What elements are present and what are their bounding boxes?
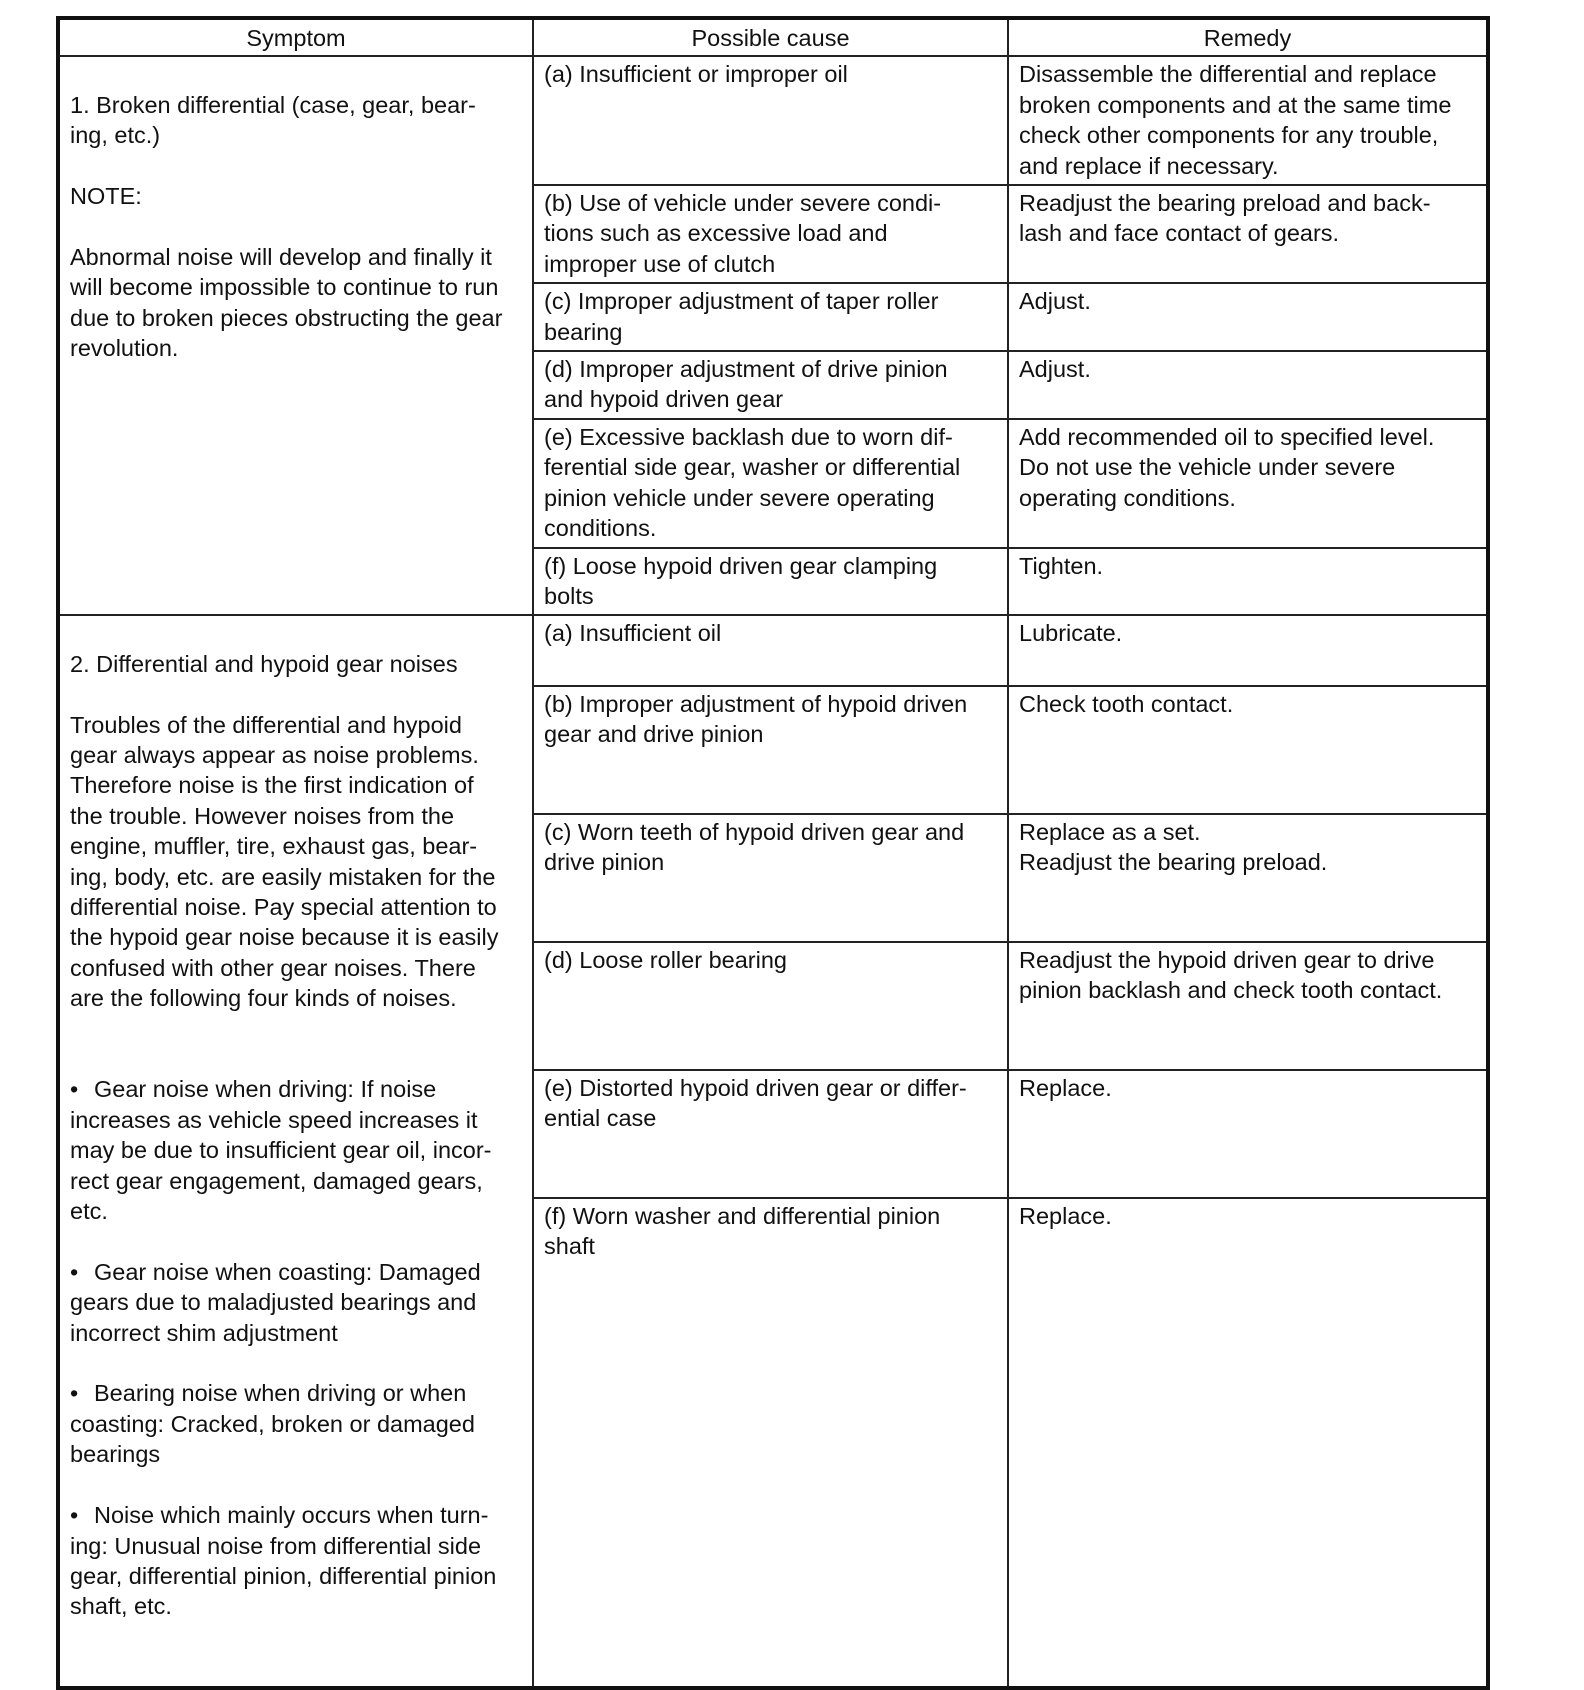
cause-cell: (e) Distorted hypoid driven gear or differ- ential case <box>533 1070 1008 1198</box>
header-symptom: Symptom <box>58 18 533 56</box>
list-item: • Noise which mainly occurs when turn- ing: Unusual noise from differential side gear, differential pinion, differential pinion shaft, etc. <box>70 1502 497 1620</box>
symptom-title: 2. Differential and hypoid gear noises <box>70 650 458 677</box>
bullet-icon: • <box>70 1258 79 1285</box>
list-item: • Gear noise when driving: If noise increases as vehicle speed increases it may be due to insufficient gear oil, incor- rect gear engagement, damaged gears, etc. <box>70 1076 492 1225</box>
cause-cell: (a) Insufficient oil <box>533 615 1008 686</box>
remedy-cell: Lubricate. <box>1008 615 1488 686</box>
cause-cell: (b) Improper adjustment of hypoid driven gear and drive pinion <box>533 686 1008 814</box>
noise-bullet-list <box>70 1044 522 1652</box>
remedy-cell: Readjust the hypoid driven gear to drive pinion backlash and check tooth contact. <box>1008 942 1488 1070</box>
remedy-cell: Replace. <box>1008 1198 1488 1688</box>
cause-cell: (b) Use of vehicle under severe condi- tions such as excessive load and improper use of clutch <box>533 185 1008 283</box>
cause-cell: (d) Improper adjustment of drive pinion and hypoid driven gear <box>533 351 1008 419</box>
symptom-title: 1. Broken differential (case, gear, bear- ing, etc.) <box>70 91 476 149</box>
remedy-cell: Check tooth contact. <box>1008 686 1488 814</box>
troubleshooting-table-wrapper <box>56 16 1486 1690</box>
cause-cell: (c) Worn teeth of hypoid driven gear and drive pinion <box>533 814 1008 942</box>
troubleshooting-table <box>56 16 1490 1690</box>
table-header-row <box>58 18 1488 56</box>
note-label: NOTE: <box>70 183 142 210</box>
remedy-cell: Readjust the bearing preload and back- lash and face contact of gears. <box>1008 185 1488 283</box>
note-text: Abnormal noise will develop and finally it will become impossible to continue to run due to broken pieces obstructing the gear revolution. <box>70 243 503 362</box>
remedy-cell: Adjust. <box>1008 351 1488 419</box>
cause-cell: (f) Loose hypoid driven gear clamping bolts <box>533 548 1008 616</box>
table-row <box>58 615 1488 686</box>
list-item: • Bearing noise when driving or when coasting: Cracked, broken or damaged bearings <box>70 1380 475 1468</box>
bullet-icon: • <box>70 1380 79 1407</box>
remedy-cell: Disassemble the differential and replace broken components and at the same time check other components for any trouble, and replace if necessary. <box>1008 56 1488 185</box>
bullet-icon: • <box>70 1076 79 1103</box>
remedy-cell: Tighten. <box>1008 548 1488 616</box>
remedy-cell: Add recommended oil to specified level. Do not use the vehicle under severe operating conditions. <box>1008 419 1488 548</box>
header-remedy: Remedy <box>1008 18 1488 56</box>
remedy-cell: Adjust. <box>1008 283 1488 351</box>
list-item: • Gear noise when coasting: Damaged gears due to maladjusted bearings and incorrect shim adjustment <box>70 1258 481 1346</box>
symptom-text: Troubles of the differential and hypoid gear always appear as noise problems. Therefore noise is the first indication of the trouble. However noises from the engine, muffler, tire, exhaust gas, bear- ing, body, etc. are easily mistaken for the differential noise. Pay special attention to the hypoid gear noise because it is easily confused with other gear noises. There are the following four kinds of noises. <box>70 711 499 1012</box>
cause-cell: (c) Improper adjustment of taper roller bearing <box>533 283 1008 351</box>
remedy-cell: Replace. <box>1008 1070 1488 1198</box>
table-row <box>58 56 1488 185</box>
symptom-cell-gear-noises <box>58 615 533 1687</box>
cause-cell: (e) Excessive backlash due to worn dif- ferential side gear, washer or differential pinion vehicle under severe operating conditions. <box>533 419 1008 548</box>
remedy-cell: Replace as a set. Readjust the bearing preload. <box>1008 814 1488 942</box>
bullet-icon: • <box>70 1502 79 1529</box>
cause-cell: (d) Loose roller bearing <box>533 942 1008 1070</box>
symptom-cell-broken-differential <box>58 56 533 615</box>
cause-cell: (f) Worn washer and differential pinion shaft <box>533 1198 1008 1688</box>
header-possible-cause: Possible cause <box>533 18 1008 56</box>
cause-cell: (a) Insufficient or improper oil <box>533 56 1008 185</box>
